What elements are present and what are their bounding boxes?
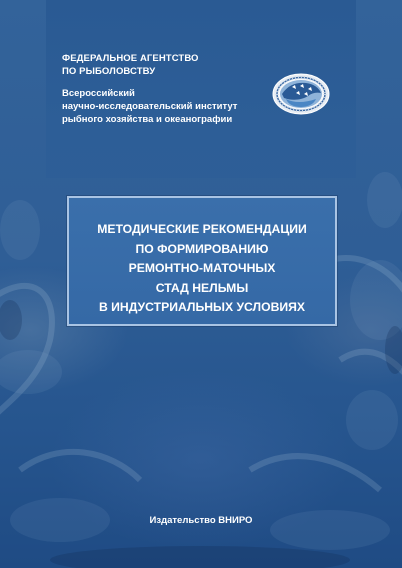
title-line: В ИНДУСТРИАЛЬНЫХ УСЛОВИЯХ	[98, 300, 306, 314]
title-line: РЕМОНТНО-МАТОЧНЫХ	[128, 261, 276, 275]
title-line: МЕТОДИЧЕСКИЕ РЕКОМЕНДАЦИИ	[97, 222, 307, 236]
publisher-name: Издательство ВНИРО	[149, 515, 253, 526]
title-line: СТАД НЕЛЬМЫ	[155, 280, 249, 295]
agency-line: ПО РЫБОЛОВСТВУ	[62, 65, 156, 77]
vniro-emblem-icon	[272, 73, 330, 115]
title-line: ПО ФОРМИРОВАНИЮ	[135, 241, 269, 256]
institute-line: научно-исследовательский институт	[62, 100, 238, 112]
title-frame	[67, 196, 337, 326]
book-title	[69, 220, 335, 318]
agency-name	[62, 53, 199, 78]
institute-name	[62, 88, 237, 126]
institute-line: рыбного хозяйства и океанографии	[62, 113, 233, 125]
agency-line: ФЕДЕРАЛЬНОЕ АГЕНТСТВО	[62, 53, 199, 64]
institute-line: Всероссийский	[62, 88, 135, 99]
